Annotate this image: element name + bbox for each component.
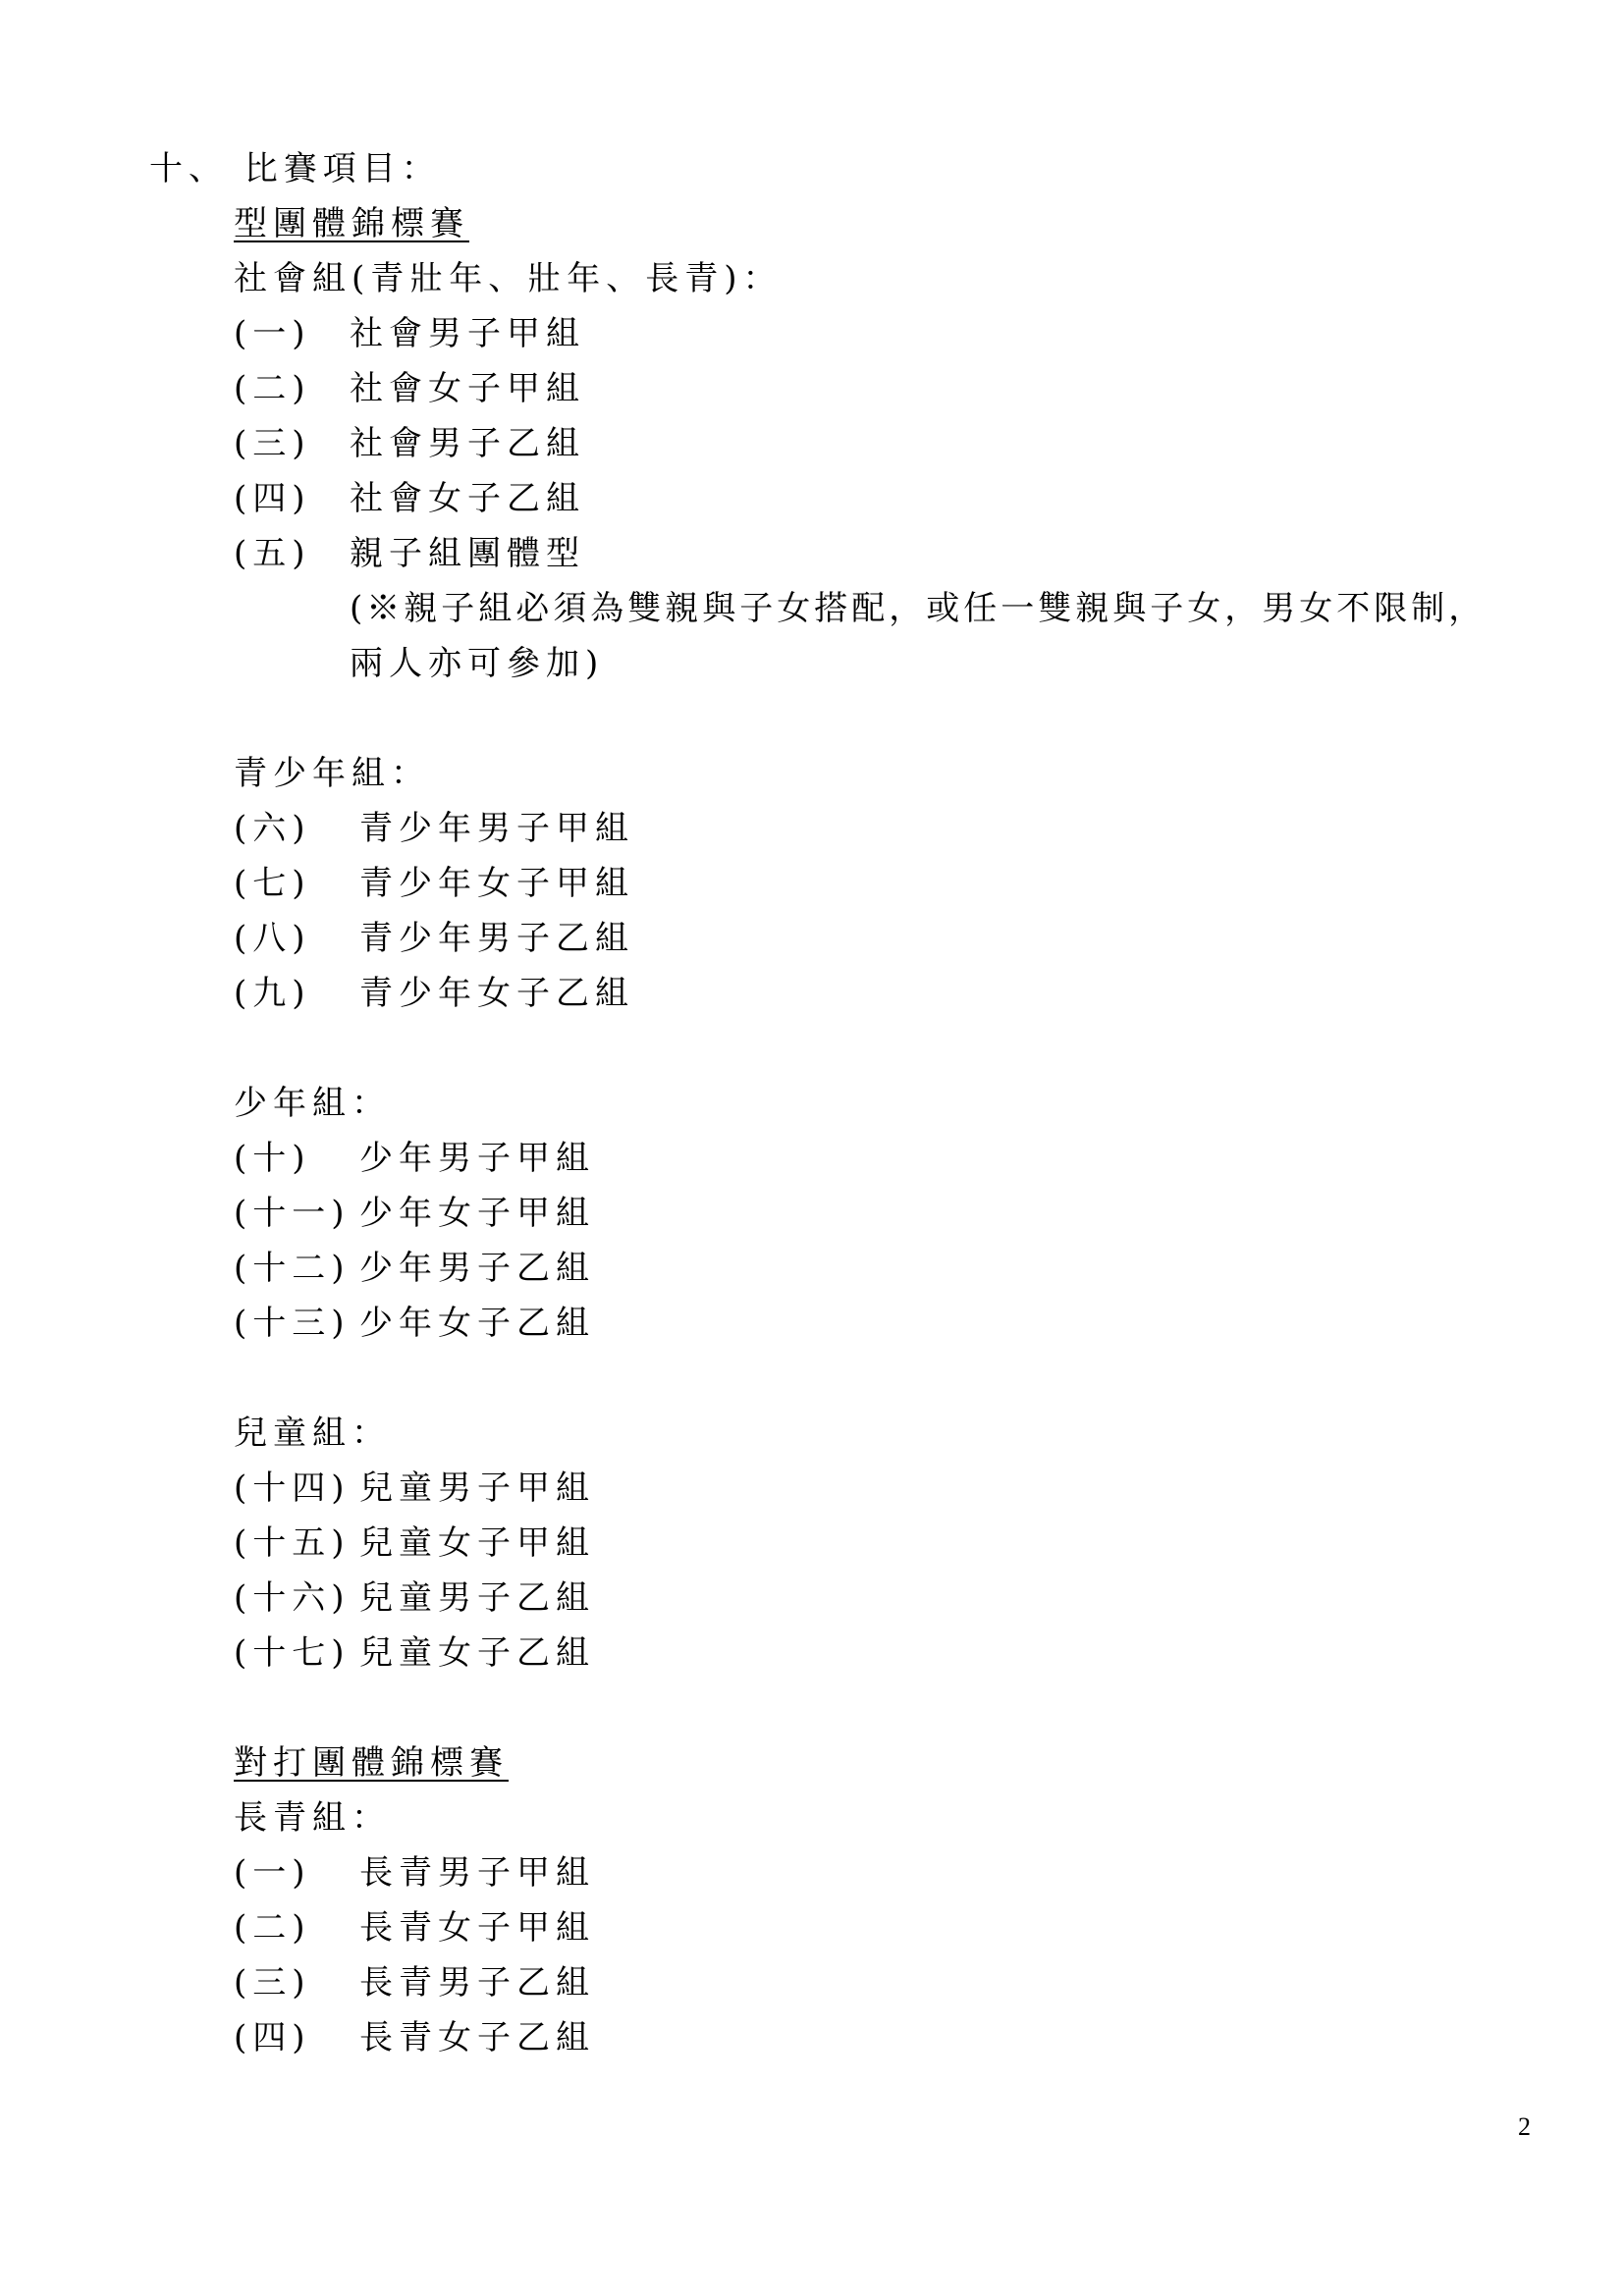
list-item — [234, 1304, 595, 1343]
item-number: (三) — [234, 1963, 311, 2002]
item-text: 社會女子乙組 — [350, 479, 585, 518]
list-item — [234, 1853, 595, 1893]
item-text: 青少年男子甲組 — [359, 809, 634, 848]
sparring-championship-heading: 對打團體錦標賽 — [234, 1743, 509, 1783]
list-item — [234, 1468, 595, 1508]
item-text: 社會男子甲組 — [350, 314, 585, 353]
children-group-label: 兒童組： — [234, 1414, 391, 1453]
list-item — [234, 2018, 595, 2057]
item-text: 兒童男子乙組 — [359, 1578, 595, 1618]
youth-group-label: 青少年組： — [234, 754, 430, 793]
senior-group-label: 長青組： — [234, 1798, 391, 1838]
social-group-label: 社會組(青壯年、壯年、長青)： — [234, 259, 783, 298]
item-number: (十一) — [234, 1194, 351, 1233]
item-number: (十五) — [234, 1523, 351, 1563]
parent-child-note-line-1: (※親子組必須為雙親與子女搭配，或任一雙親與子女，男女不限制， — [350, 589, 1487, 628]
item-text: 青少年女子乙組 — [359, 974, 634, 1013]
item-number: (二) — [234, 369, 311, 408]
list-item — [234, 424, 585, 463]
list-item — [234, 369, 585, 408]
item-number: (六) — [234, 809, 311, 848]
item-number: (七) — [234, 864, 311, 903]
item-text: 社會女子甲組 — [350, 369, 585, 408]
item-number: (三) — [234, 424, 311, 463]
list-item — [234, 1633, 595, 1673]
item-text: 少年女子甲組 — [359, 1194, 595, 1233]
item-text: 長青女子甲組 — [359, 1908, 595, 1948]
list-item — [234, 809, 634, 848]
list-item — [234, 314, 585, 353]
item-number: (九) — [234, 974, 311, 1013]
item-text: 兒童女子甲組 — [359, 1523, 595, 1563]
page-number: 2 — [1518, 2112, 1531, 2141]
item-number: (十七) — [234, 1633, 351, 1673]
list-item — [234, 1194, 595, 1233]
item-text: 長青女子乙組 — [359, 2018, 595, 2057]
list-item — [234, 974, 634, 1013]
list-item — [234, 534, 585, 573]
item-text: 長青男子乙組 — [359, 1963, 595, 2002]
item-number: (四) — [234, 479, 311, 518]
item-number: (十四) — [234, 1468, 351, 1508]
item-text: 少年男子甲組 — [359, 1139, 595, 1178]
item-number: (十三) — [234, 1304, 351, 1343]
list-item — [234, 1908, 595, 1948]
junior-group-label: 少年組： — [234, 1084, 391, 1123]
item-number: (十) — [234, 1139, 311, 1178]
list-item — [234, 1523, 595, 1563]
item-number: (十二) — [234, 1249, 351, 1288]
item-text: 少年女子乙組 — [359, 1304, 595, 1343]
item-text: 青少年女子甲組 — [359, 864, 634, 903]
list-item — [234, 864, 634, 903]
item-number: (一) — [234, 314, 311, 353]
list-item — [234, 1963, 595, 2002]
item-number: (十六) — [234, 1578, 351, 1618]
item-text: 少年男子乙組 — [359, 1249, 595, 1288]
list-item — [234, 1249, 595, 1288]
item-text: 親子組團體型 — [350, 534, 585, 573]
item-text: 長青男子甲組 — [359, 1853, 595, 1893]
item-text: 兒童女子乙組 — [359, 1633, 595, 1673]
item-number: (五) — [234, 534, 311, 573]
item-text: 青少年男子乙組 — [359, 919, 634, 958]
item-number: (八) — [234, 919, 311, 958]
item-number: (四) — [234, 2018, 311, 2057]
list-item — [234, 479, 585, 518]
section-title: 十、 比賽項目： — [149, 149, 441, 188]
list-item — [234, 1578, 595, 1618]
item-number: (二) — [234, 1908, 311, 1948]
parent-child-note-line-2: 兩人亦可參加) — [350, 644, 605, 683]
item-number: (一) — [234, 1853, 311, 1893]
list-item — [234, 1139, 595, 1178]
item-text: 社會男子乙組 — [350, 424, 585, 463]
list-item — [234, 919, 634, 958]
item-text: 兒童男子甲組 — [359, 1468, 595, 1508]
form-championship-heading: 型團體錦標賽 — [234, 204, 469, 243]
